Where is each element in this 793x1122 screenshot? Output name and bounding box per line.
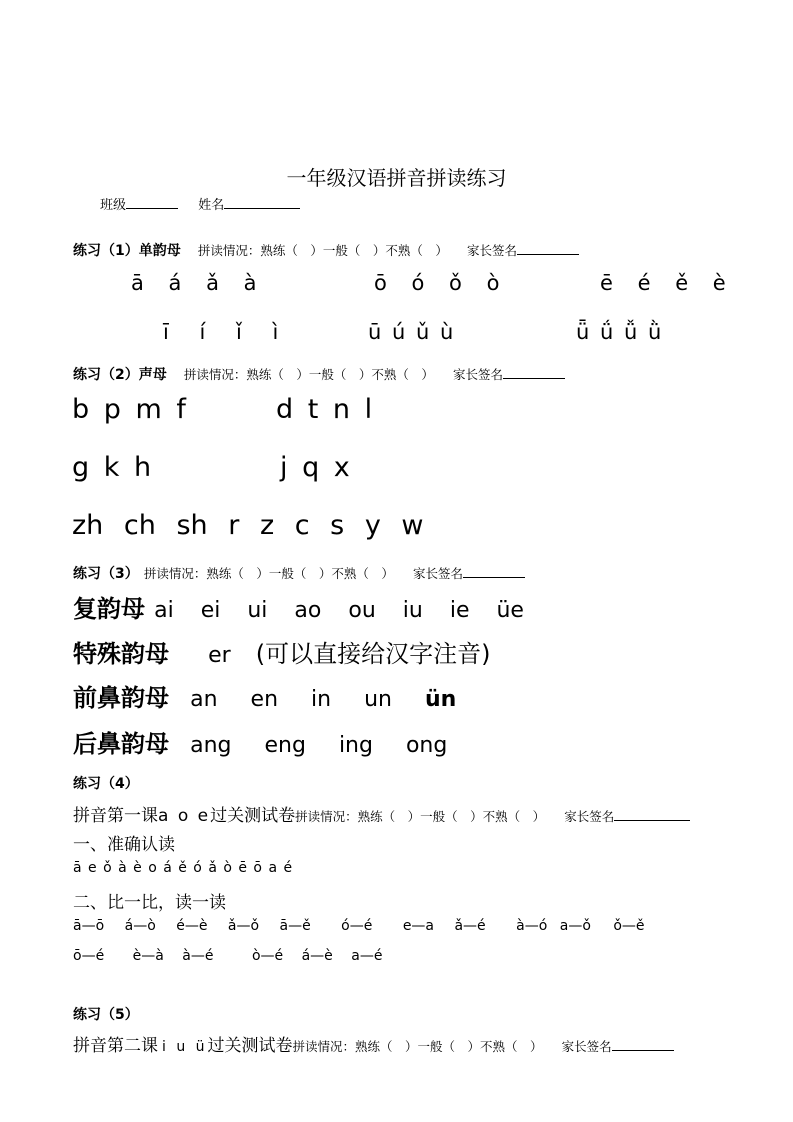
final-item: ei — [200, 598, 221, 623]
ex2-header — [73, 364, 565, 384]
ex3-row-special — [73, 634, 491, 669]
compare-pair: ā—ě — [279, 918, 311, 934]
class-blank[interactable] — [126, 196, 178, 209]
ex1-header — [73, 240, 579, 260]
ex4-part2-row2 — [73, 948, 382, 964]
ex4-test-title-line — [73, 801, 690, 826]
compare-pair: á—è — [301, 948, 333, 964]
ex1-parent-sign: 家长签名 — [466, 243, 517, 258]
compare-pair: á—ò — [124, 918, 156, 934]
ex4-part2-title: 二、比一比，读一读 — [73, 893, 226, 913]
compare-pair: a—é — [351, 948, 383, 964]
ex1-group-a: ā á ǎ à — [131, 271, 266, 295]
ex5-test-prefix: 拼音第二课 — [73, 1036, 158, 1056]
initial-c: c — [294, 510, 310, 541]
ex4-part2-row1 — [73, 918, 645, 934]
name-label: 姓名 — [198, 198, 225, 213]
final-item: er — [208, 643, 231, 668]
ex4-sign-blank[interactable] — [614, 808, 690, 821]
initial-zh: zh — [72, 510, 104, 541]
category-label: 前鼻韵母 — [73, 684, 169, 712]
class-label: 班级 — [100, 198, 127, 213]
compare-pair: e—a — [402, 918, 435, 934]
compare-pair: é—è — [176, 918, 208, 934]
final-item: ing — [338, 733, 373, 758]
ex1-group-e: ē é ě è — [600, 271, 735, 295]
initial-sh: sh — [176, 510, 208, 541]
ex2-parent-sign: 家长签名 — [452, 367, 503, 382]
ex1-heading: 练习（1）单韵母 — [73, 243, 181, 259]
category-label: 特殊韵母 — [73, 640, 169, 668]
compare-pair: è—à — [132, 948, 164, 964]
ex3-row-compound — [73, 589, 524, 624]
initial-r: r — [228, 510, 240, 541]
final-item: un — [364, 687, 392, 712]
category-label: 后鼻韵母 — [73, 730, 169, 758]
compare-pair: ǒ—ě — [613, 918, 645, 934]
category-label: 复韵母 — [73, 595, 145, 623]
compare-pair: a—ǒ — [559, 918, 591, 934]
final-item: an — [190, 687, 218, 712]
compare-pair: à—é — [182, 948, 214, 964]
final-item: ie — [449, 598, 470, 623]
final-item: ai — [154, 598, 174, 623]
ex5-sign-blank[interactable] — [612, 1038, 674, 1051]
final-item: en — [250, 687, 279, 712]
ex4-status: 拼读情况：熟练（ ）一般（ ）不熟（ ） — [295, 809, 546, 824]
ex3-heading: 练习（3） — [73, 566, 139, 582]
ex2-row1a: b p m f — [72, 394, 186, 425]
ex2-row3 — [72, 510, 424, 541]
final-item: ou — [348, 598, 376, 623]
compare-pair: ò—é — [251, 948, 284, 964]
final-item: üe — [496, 598, 524, 623]
ex5-parent-sign: 家长签名 — [561, 1039, 612, 1054]
ex4-part1-title: 一、准确认读 — [73, 835, 175, 855]
ex1-status: 拼读情况：熟练（ ）一般（ ）不熟（ ） — [197, 243, 448, 258]
compare-pair: ā—ō — [73, 918, 105, 934]
ex3-row-front-nasal — [73, 678, 456, 713]
final-item: ang — [190, 733, 232, 758]
compare-pair: ó—é — [341, 918, 373, 934]
ex3-parent-sign: 家长签名 — [412, 566, 463, 581]
initial-ch: ch — [123, 510, 156, 541]
ex3-header — [73, 563, 525, 583]
ex2-row2a: g k h — [72, 452, 152, 483]
compare-pair: ō—é — [73, 948, 105, 964]
final-item: ao — [294, 598, 322, 623]
final-item: ün — [424, 687, 457, 712]
compare-pair: ǎ—é — [454, 918, 486, 934]
ex4-part1-items: ā e ǒ à è o á ě ó ǎ ò ē ō a é — [73, 860, 294, 876]
initial-s: s — [330, 510, 345, 541]
ex4-test-suffix: 过关测试卷 — [210, 806, 296, 826]
ex3-status: 拼读情况：熟练（ ）一般（ ）不熟（ ） — [143, 566, 394, 581]
ex5-status: 拼读情况：熟练（ ）一般（ ）不熟（ ） — [292, 1039, 543, 1054]
ex1-group-i: ī í ǐ ì — [163, 320, 291, 344]
ex2-sign-blank[interactable] — [503, 366, 565, 379]
ex2-row2b: j q x — [280, 452, 350, 483]
page-title: 一年级汉语拼音拼读练习 — [286, 166, 507, 190]
ex3-row-back-nasal — [73, 724, 447, 759]
initial-z: z — [259, 510, 275, 541]
ex4-test-prefix: 拼音第一课 — [73, 806, 158, 826]
ex1-group-o: ō ó ǒ ò — [374, 271, 509, 295]
initial-w: w — [401, 510, 424, 541]
special-note: (可以直接给汉字注音) — [255, 640, 491, 668]
final-item: iu — [402, 598, 423, 623]
initial-y: y — [364, 510, 381, 541]
ex5-test-title-line — [73, 1031, 674, 1056]
compare-pair: à—ó — [516, 918, 548, 934]
student-info-line — [100, 194, 300, 213]
ex3-sign-blank[interactable] — [463, 565, 525, 578]
ex4-heading: 练习（4） — [73, 776, 139, 792]
final-item: ong — [405, 733, 448, 758]
ex1-group-v: ǖ ǘ ǚ ǜ — [576, 320, 664, 344]
ex5-test-suffix: 过关测试卷 — [207, 1036, 293, 1056]
compare-pair: ǎ—ǒ — [227, 918, 260, 934]
final-item: ui — [247, 598, 268, 623]
ex2-heading: 练习（2）声母 — [73, 367, 167, 383]
final-item: eng — [264, 733, 306, 758]
ex4-parent-sign: 家长签名 — [564, 809, 615, 824]
final-item: in — [311, 687, 332, 712]
name-blank[interactable] — [224, 196, 300, 209]
ex5-heading: 练习（5） — [73, 1007, 139, 1023]
ex1-group-u: ū ú ǔ ù — [368, 320, 456, 344]
ex2-status: 拼读情况：熟练（ ）一般（ ）不熟（ ） — [183, 367, 434, 382]
ex4-test-letters: a o e — [158, 806, 211, 826]
ex1-sign-blank[interactable] — [517, 242, 579, 255]
ex2-row1b: d t n l — [276, 394, 373, 425]
ex5-test-letters: i u ü — [162, 1039, 208, 1055]
